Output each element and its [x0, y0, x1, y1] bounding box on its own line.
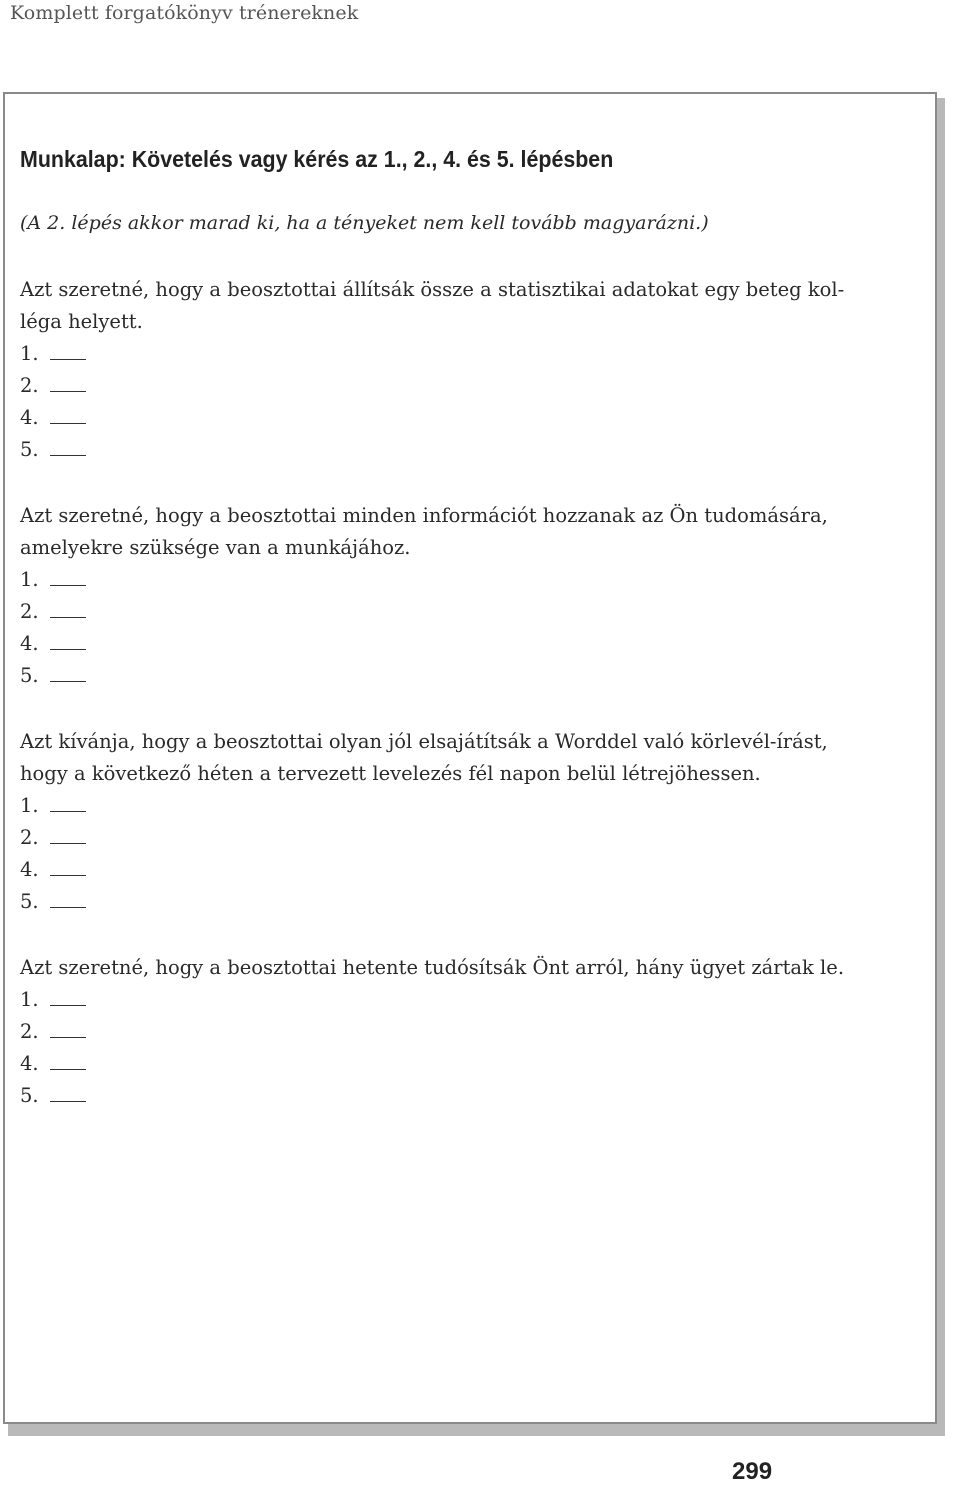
- answer-row: [20, 660, 930, 692]
- answer-row: [20, 1016, 930, 1048]
- answer-blank[interactable]: [50, 567, 86, 586]
- answer-row: [20, 564, 930, 596]
- answer-blank[interactable]: [50, 1019, 86, 1038]
- answer-blank[interactable]: [50, 987, 86, 1006]
- answer-label: 2.: [20, 374, 39, 397]
- answer-row: [20, 822, 930, 854]
- answer-label: 4.: [20, 406, 39, 429]
- answer-label: 5.: [20, 664, 39, 687]
- exercise-section-2: [20, 500, 930, 692]
- answer-label: 1.: [20, 568, 39, 591]
- worksheet-frame: [3, 92, 937, 1424]
- answer-label: 5.: [20, 1084, 39, 1107]
- answer-list: [20, 984, 930, 1112]
- answer-blank[interactable]: [50, 631, 86, 650]
- answer-row: [20, 434, 930, 466]
- page-number: 299: [732, 1458, 773, 1485]
- answer-blank[interactable]: [50, 373, 86, 392]
- answer-label: 5.: [20, 438, 39, 461]
- answer-row: [20, 984, 930, 1016]
- answer-blank[interactable]: [50, 599, 86, 618]
- exercise-prompt-line: Azt kívánja, hogy a beosztottai olyan jól elsajátítsák a Worddel való körlevél-írást,: [20, 730, 828, 753]
- answer-label: 2.: [20, 826, 39, 849]
- exercise-prompt-line: hogy a következő héten a tervezett levelezés fél napon belül létrejöhessen.: [20, 762, 761, 785]
- answer-row: [20, 790, 930, 822]
- answer-blank[interactable]: [50, 1083, 86, 1102]
- worksheet-note: (A 2. lépés akkor marad ki, ha a tényeket nem kell tovább magyarázni.): [20, 212, 709, 234]
- answer-list: [20, 338, 930, 466]
- running-header: Komplett forgatókönyv trénereknek: [10, 2, 359, 24]
- exercise-prompt-line: Azt szeretné, hogy a beosztottai hetente tudósítsák Önt arról, hány ügyet zártak le.: [20, 956, 845, 979]
- answer-blank[interactable]: [50, 1051, 86, 1070]
- answer-row: [20, 854, 930, 886]
- exercise-section-4: [20, 952, 930, 1112]
- exercise-section-1: [20, 274, 930, 466]
- answer-row: [20, 402, 930, 434]
- exercise-section-3: [20, 726, 930, 918]
- answer-label: 4.: [20, 632, 39, 655]
- answer-blank[interactable]: [50, 825, 86, 844]
- answer-row: [20, 886, 930, 918]
- exercise-prompt-line: Azt szeretné, hogy a beosztottai minden információt hozzanak az Ön tudomására,: [20, 504, 828, 527]
- answer-blank[interactable]: [50, 437, 86, 456]
- answer-label: 5.: [20, 890, 39, 913]
- worksheet-title: Munkalap: Követelés vagy kérés az 1., 2., 4. és 5. lépésben: [20, 146, 614, 172]
- answer-label: 4.: [20, 858, 39, 881]
- answer-label: 1.: [20, 794, 39, 817]
- answer-blank[interactable]: [50, 663, 86, 682]
- answer-blank[interactable]: [50, 857, 86, 876]
- answer-label: 1.: [20, 342, 39, 365]
- answer-row: [20, 1048, 930, 1080]
- answer-blank[interactable]: [50, 341, 86, 360]
- answer-row: [20, 628, 930, 660]
- answer-label: 1.: [20, 988, 39, 1011]
- answer-blank[interactable]: [50, 889, 86, 908]
- answer-label: 2.: [20, 1020, 39, 1043]
- answer-list: [20, 790, 930, 918]
- answer-label: 2.: [20, 600, 39, 623]
- answer-row: [20, 370, 930, 402]
- exercise-prompt-line: léga helyett.: [20, 310, 143, 333]
- answer-row: [20, 1080, 930, 1112]
- answer-label: 4.: [20, 1052, 39, 1075]
- exercise-prompt-line: Azt szeretné, hogy a beosztottai állítsák össze a statisztikai adatokat egy beteg kol-: [20, 278, 845, 301]
- answer-blank[interactable]: [50, 793, 86, 812]
- exercise-prompt-line: amelyekre szüksége van a munkájához.: [20, 536, 411, 559]
- answer-list: [20, 564, 930, 692]
- answer-row: [20, 596, 930, 628]
- answer-blank[interactable]: [50, 405, 86, 424]
- answer-row: [20, 338, 930, 370]
